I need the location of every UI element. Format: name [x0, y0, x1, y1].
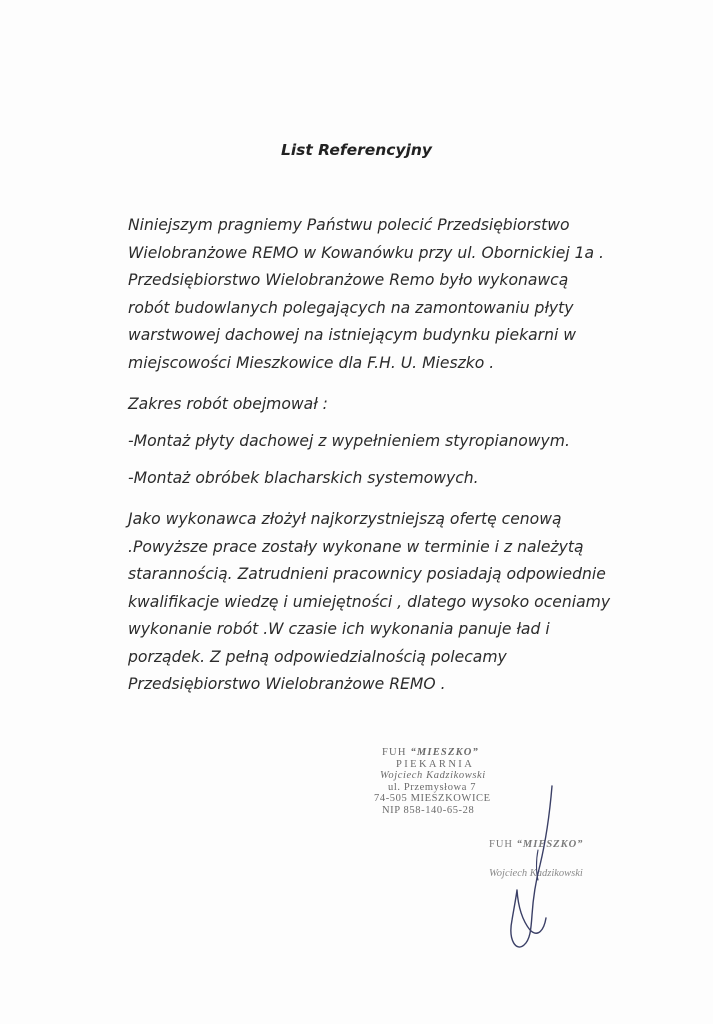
- scope-item: -Montaż obróbek blacharskich systemowych.: [128, 469, 479, 487]
- stamp-line: PIEKARNIA: [396, 758, 475, 770]
- stamp-line: ul. Przemysłowa 7: [388, 781, 477, 793]
- paragraph-line: kwalifikacje wiedzę i umiejętności , dlatego wysoko oceniamy: [128, 592, 611, 611]
- paragraph-line: miejscowości Mieszkowice dla F.H. U. Mieszko .: [128, 353, 495, 372]
- paragraph-line: porządek. Z pełną odpowiedzialnością polecamy: [128, 647, 507, 666]
- paragraph-line: warstwowej dachowej na istniejącym budynku piekarni w: [128, 326, 577, 344]
- paragraph-line: wykonanie robót .W czasie ich wykonania panuje ład i: [128, 620, 550, 638]
- stamp-prefix: FUH: [382, 747, 407, 758]
- scope-item: -Montaż płyty dachowej z wypełnieniem styropianowym.: [128, 432, 570, 450]
- paragraph-line: Przedsiębiorstwo Wielobranżowe REMO .: [128, 675, 446, 693]
- stamp-line: Wojciech Kadzikowski: [380, 770, 486, 781]
- stamp-prefix: FUH: [489, 839, 514, 850]
- paragraph-line: .Powyższe prace zostały wykonane w terminie i z należytą: [128, 537, 584, 556]
- paragraph-line: robót budowlanych polegających na zamontowaniu płyty: [128, 298, 574, 317]
- stamp-line: NIP 858-140-65-28: [382, 804, 475, 816]
- company-stamp: [366, 747, 516, 816]
- paragraph-line: Jako wykonawca złożył najkorzystniejszą ofertę cenową: [128, 510, 562, 528]
- paragraph-conclusion: [128, 506, 628, 699]
- document-title: List Referencyjny: [280, 141, 433, 159]
- stamp-company-name: “MIESZKO”: [410, 747, 480, 758]
- handwritten-signature: [500, 780, 580, 960]
- paragraph-line: starannością. Zatrudnieni pracownicy posiadają odpowiednie: [128, 565, 606, 583]
- paragraph-intro: [128, 212, 628, 377]
- stamp-company-name: “MIESZKO”: [516, 839, 584, 850]
- stamp-line: 74-505 MIESZKOWICE: [374, 793, 491, 804]
- stamp-line: Wojciech Kadzikowski: [489, 868, 583, 879]
- paragraph-line: Niniejszym pragniemy Państwu polecić Przedsiębiorstwo: [128, 216, 570, 234]
- paragraph-line: Przedsiębiorstwo Wielobranżowe Remo było wykonawcą: [128, 271, 569, 289]
- paragraph-line: Wielobranżowe REMO w Kowanówku przy ul. Obornickiej 1a .: [128, 243, 605, 262]
- scope-heading: Zakres robót obejmował :: [128, 395, 328, 413]
